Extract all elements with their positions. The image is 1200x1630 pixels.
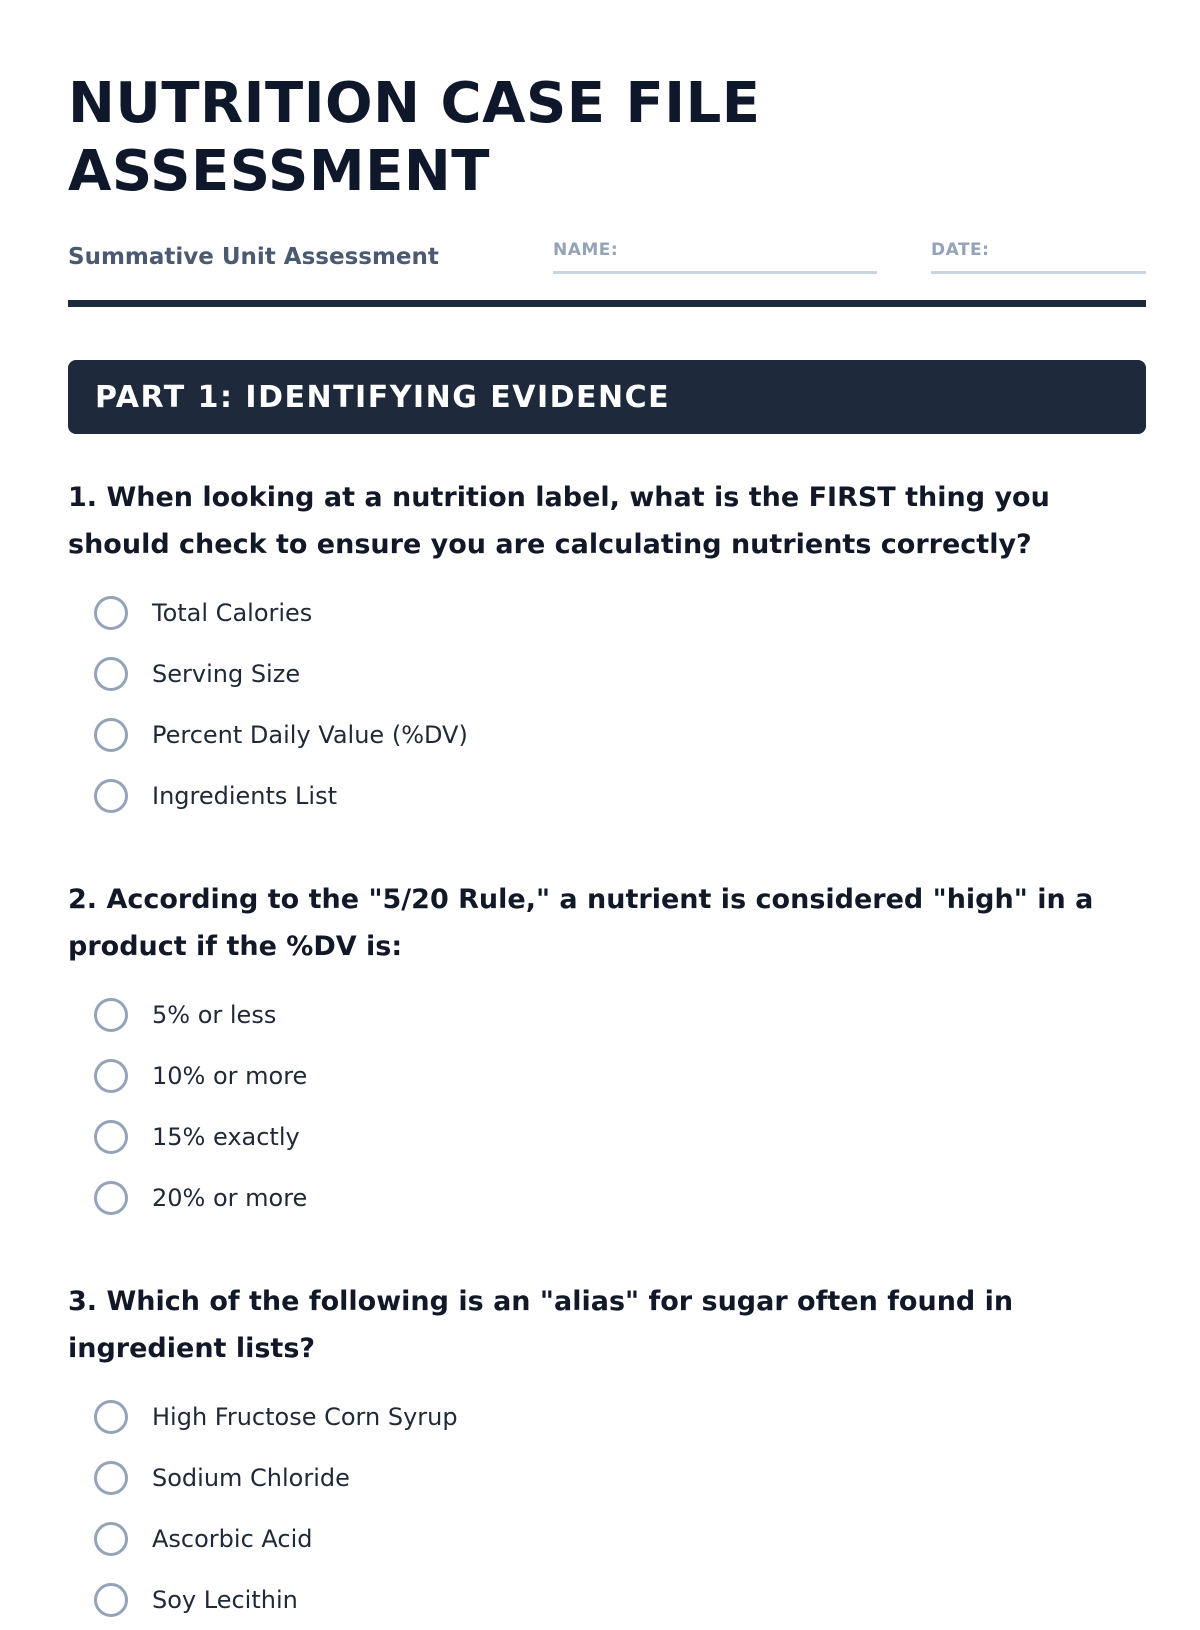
question-1-option-a[interactable] <box>94 582 1146 643</box>
radio-button[interactable] <box>94 1120 128 1154</box>
question-1-text: 1. When looking at a nutrition label, what is the FIRST thing you should check to ensure you are calculating nutrients correctly? <box>68 482 1050 560</box>
question-2-option-b[interactable] <box>94 1045 1146 1106</box>
date-field[interactable] <box>931 240 1146 274</box>
option-label: High Fructose Corn Syrup <box>152 1402 458 1431</box>
radio-button[interactable] <box>94 998 128 1032</box>
radio-button[interactable] <box>94 779 128 813</box>
name-field[interactable] <box>553 240 877 274</box>
question-1-option-c[interactable] <box>94 704 1146 765</box>
option-label: Total Calories <box>152 598 313 627</box>
question-2 <box>68 876 1146 1228</box>
radio-button[interactable] <box>94 1400 128 1434</box>
radio-button[interactable] <box>94 1059 128 1093</box>
radio-button[interactable] <box>94 1461 128 1495</box>
option-label: Ingredients List <box>152 781 338 810</box>
radio-button[interactable] <box>94 596 128 630</box>
title-line-1: NUTRITION CASE FILE <box>68 71 761 136</box>
assessment-page <box>68 0 1146 1630</box>
radio-button[interactable] <box>94 1181 128 1215</box>
question-1-options <box>68 582 1146 826</box>
question-2-option-d[interactable] <box>94 1167 1146 1228</box>
date-label: DATE: <box>931 240 990 260</box>
option-label: 10% or more <box>152 1061 308 1090</box>
option-label: Serving Size <box>152 659 301 688</box>
question-3-option-a[interactable] <box>94 1386 1146 1447</box>
question-2-options <box>68 984 1146 1228</box>
question-3-options <box>68 1386 1146 1630</box>
radio-button[interactable] <box>94 1522 128 1556</box>
option-label: 15% exactly <box>152 1122 300 1151</box>
option-label: Soy Lecithin <box>152 1585 298 1614</box>
radio-button[interactable] <box>94 657 128 691</box>
header-meta-row <box>68 226 1146 300</box>
page-title <box>68 0 1146 206</box>
radio-button[interactable] <box>94 718 128 752</box>
question-2-option-a[interactable] <box>94 984 1146 1045</box>
question-3-option-c[interactable] <box>94 1508 1146 1569</box>
question-3-option-b[interactable] <box>94 1447 1146 1508</box>
question-1-option-b[interactable] <box>94 643 1146 704</box>
header-divider <box>68 300 1146 307</box>
question-1 <box>68 474 1146 826</box>
option-label: 5% or less <box>152 1000 277 1029</box>
question-2-option-c[interactable] <box>94 1106 1146 1167</box>
part-1-title: PART 1: IDENTIFYING EVIDENCE <box>95 379 671 415</box>
subtitle: Summative Unit Assessment <box>68 244 439 270</box>
question-3-text: 3. Which of the following is an "alias" for sugar often found in ingredient lists? <box>68 1286 1014 1364</box>
question-2-text: 2. According to the "5/20 Rule," a nutrient is considered "high" in a product if the %DV is: <box>68 884 1094 962</box>
option-label: Sodium Chloride <box>152 1463 350 1492</box>
question-3 <box>68 1278 1146 1630</box>
title-line-2: ASSESSMENT <box>68 139 490 204</box>
name-label: NAME: <box>553 240 619 260</box>
option-label: 20% or more <box>152 1183 308 1212</box>
option-label: Ascorbic Acid <box>152 1524 313 1553</box>
question-1-option-d[interactable] <box>94 765 1146 826</box>
option-label: Percent Daily Value (%DV) <box>152 720 468 749</box>
part-1-banner <box>68 360 1146 434</box>
